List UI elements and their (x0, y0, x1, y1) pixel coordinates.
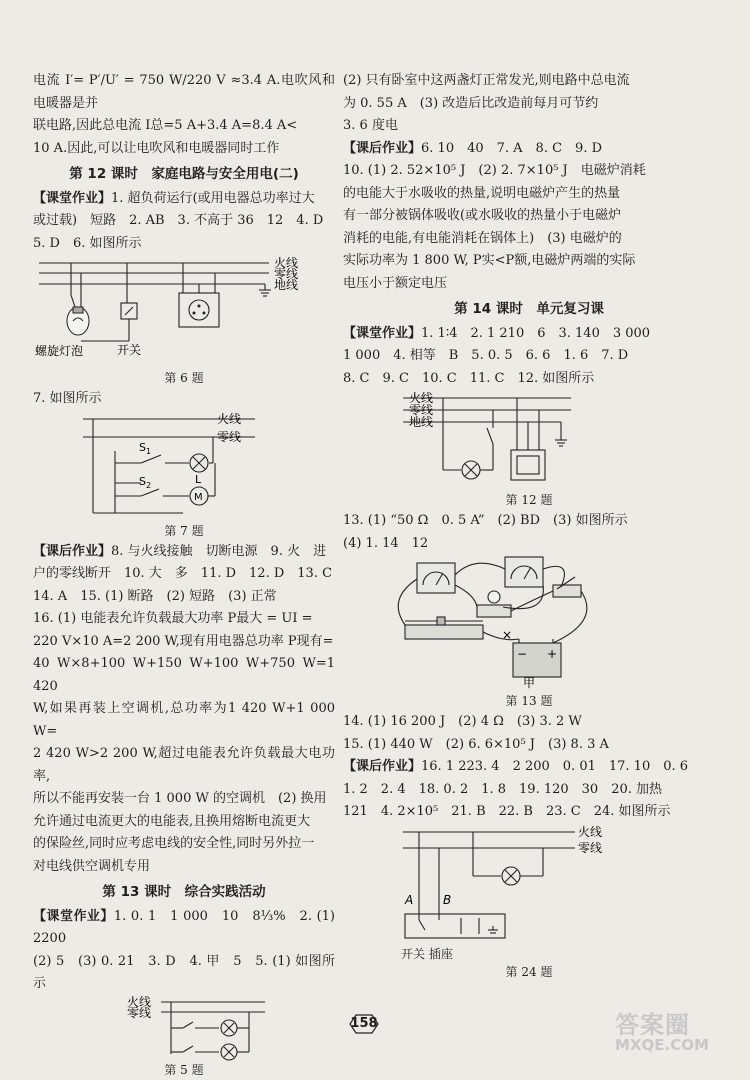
answer-line: 允许通过电流更大的电能表,且换用熔断电流更大 (33, 813, 311, 829)
left-column (33, 70, 335, 1080)
lesson-heading-13: 第 13 课时 综合实践活动 (102, 884, 266, 900)
answer-line: 8. C 9. C 10. C 11. C 12. 如图所示 (343, 370, 595, 386)
ground-wire-label: 地线 (274, 278, 299, 292)
answer-line: 的保险丝,同时应考虑电线的安全性,同时另外拉一 (33, 836, 315, 851)
answer-line: 13. (1) “50 Ω 0. 5 A” (2) BD (3) 如图所示 (343, 513, 628, 528)
figure-caption: 第 7 题 (164, 523, 204, 538)
voltmeter-icon (505, 557, 543, 587)
cross-mark: × (502, 628, 513, 642)
ammeter-icon (417, 563, 455, 593)
figure-12-circuit (343, 390, 715, 492)
figure-13-apparatus (343, 555, 715, 693)
point-a-label: A (405, 892, 414, 907)
motor-label: M (194, 491, 203, 503)
lamp-label: L (195, 472, 202, 486)
right-column (343, 70, 715, 982)
figure-caption (343, 946, 715, 962)
answer-line: 对电线供空调机专用 (33, 858, 151, 874)
answer-line: 的电能大于水吸收的热量,说明电磁炉产生的热量 (343, 185, 621, 201)
answer-line: 7. 如图所示 (33, 391, 102, 406)
homework-label: 【课后作业】 (343, 759, 422, 774)
answer-line: 【课堂作业】1. 超负荷运行(或用电器总功率过大 (33, 190, 315, 206)
lesson-heading-14: 第 14 课时 单元复习课 (454, 301, 604, 317)
answer-line: 【课后作业】6. 10 40 7. A 8. C 9. D (343, 140, 603, 156)
figure-5-circuit (33, 996, 335, 1062)
answer-line: 实际功率为 1 800 W, P实<P额,电磁炉两端的实际 (343, 253, 636, 268)
live-wire-label: 火线 (217, 411, 242, 426)
answer-line: 3. 6 度电 (343, 118, 398, 133)
figure-7-circuit (33, 411, 335, 523)
answer-line: 为 0. 55 A (3) 改造后比改造前每月可节约 (343, 95, 599, 111)
minus-sign: − (517, 647, 528, 661)
figure-caption: 第 13 题 (505, 694, 553, 708)
answer-line: W,如果再装上空调机,总功率为1 420 W+1 000 W= (33, 701, 335, 739)
answer-line: 消耗的电能,有电能消耗在锅体上) (3) 电磁炉的 (343, 230, 622, 246)
answer-line: 10. (1) 2. 52×10⁵ J (2) 2. 7×10⁵ J 电磁炉消耗 (343, 163, 646, 178)
answer-line: 14. A 15. (1) 断路 (2) 短路 (3) 正常 (33, 588, 277, 604)
answer-line: 40 W×8+100 W+150 W+100 W+750 W=1 420 (33, 656, 335, 694)
answer-line: 所以不能再安装一台 1 000 W 的空调机 (2) 换用 (33, 791, 327, 806)
neutral-wire-label: 零线 (578, 840, 603, 855)
point-b-label: B (443, 892, 452, 907)
live-wire-label: 火线 (127, 995, 152, 1009)
switch-label: 开关 (117, 343, 142, 357)
answer-line: 15. (1) 440 W (2) 6. 6×10⁵ J (3) 8. 3 A (343, 736, 609, 752)
switch-icon (553, 577, 581, 597)
bulb-icon (67, 307, 89, 335)
figure-6-circuit (33, 255, 335, 370)
answer-line: 电压小于额定电压 (343, 275, 448, 291)
bulb-label: 螺旋灯泡 (35, 344, 84, 358)
answer-line: 16. (1) 电能表允许负载最大功率 P最大 = UI = (33, 611, 313, 626)
answer-line: 联电路,因此总电流 I总=5 A+3.4 A=8.4 A< (33, 118, 298, 133)
homework-label: 【课后作业】 (33, 543, 112, 559)
neutral-wire-label: 零线 (409, 403, 434, 417)
neutral-wire-label: 零线 (217, 429, 242, 444)
page-number: 158 (350, 1016, 378, 1031)
live-wire-label: 火线 (578, 824, 603, 839)
answer-line: 【课后作业】16. 1 223. 4 2 200 0. 01 17. 10 0. 6 (343, 759, 689, 774)
ground-wire-label: 地线 (409, 415, 434, 429)
answer-line: 14. (1) 16 200 J (2) 4 Ω (3) 3. 2 W (343, 714, 582, 729)
figure-caption: 第 24 题 (505, 964, 553, 979)
classwork-label: 【课堂作业】 (33, 190, 112, 206)
answer-line: 【课后作业】8. 与火线接触 切断电源 9. 火 进 (33, 543, 327, 559)
answer-line: 1. 2 2. 4 18. 0. 2 1. 8 19. 120 30 20. 加热 (343, 781, 663, 797)
answer-line: 1 000 4. 相等 B 5. 0. 5 6. 6 1. 6 7. D (343, 348, 629, 363)
live-wire-label: 火线 (409, 391, 434, 405)
neutral-wire-label: 零线 (274, 267, 299, 281)
switch-s1-label: $S_1$ (139, 440, 152, 456)
answer-line: 或过载) 短路 2. AB 3. 不高于 36 12 4. D (33, 213, 324, 228)
bulb-icon (477, 591, 511, 617)
answer-line: 5. D 6. 如图所示 (33, 235, 142, 251)
figure-label: 甲 (523, 676, 536, 690)
answer-line: 【课堂作业】1. 1∶4 2. 1 210 6 3. 140 3 000 (343, 325, 651, 341)
answer-line: 【课堂作业】1. 0. 1 1 000 10 8⅓% 2. (1) 2200 (33, 908, 335, 946)
answer-line: (4) 1. 14 12 (343, 535, 429, 551)
figure-caption: 第 5 题 (164, 1062, 204, 1077)
answer-line: 电流 I′= P′/U′ = 750 W/220 V ≈3.4 A.电吹风和电暖器是并 (33, 73, 335, 111)
answer-line: 2 420 W>2 200 W,超过电能表允许负载最大电功率, (33, 746, 335, 784)
answer-line: 户的零线断开 10. 大 多 11. D 12. D 13. C (33, 566, 333, 581)
neutral-wire-label: 零线 (127, 1005, 152, 1020)
lesson-heading-12: 第 12 课时 家庭电路与安全用电(二) (69, 166, 299, 182)
classwork-label: 【课堂作业】 (343, 325, 422, 341)
figure-caption: 第 12 题 (505, 493, 553, 507)
socket-label: 插座 (428, 946, 453, 961)
homework-label: 【课后作业】 (343, 140, 422, 156)
answer-line: 有一部分被锅体吸收(或水吸收的热量小于电磁炉 (343, 208, 622, 223)
watermark: 答案圈 MXQE.COM (615, 1011, 709, 1054)
answer-line: (2) 5 (3) 0. 21 3. D 4. 甲 5 5. (1) 如图所示 (33, 953, 335, 991)
page-number-badge (348, 1013, 380, 1035)
answer-line: (2) 只有卧室中这两盏灯正常发光,则电路中总电流 (343, 73, 630, 88)
answer-line: 121 4. 2×10⁵ 21. B 22. B 23. C 24. 如图所示 (343, 804, 671, 819)
figure-24-circuit (343, 824, 715, 946)
figure-caption: 第 6 题 (164, 371, 204, 385)
live-wire-label: 火线 (274, 256, 299, 270)
plus-sign: + (547, 647, 558, 661)
classwork-label: 【课堂作业】 (33, 908, 114, 924)
rheostat-icon (405, 617, 483, 639)
switch-s2-label: $S_2$ (139, 474, 152, 490)
answer-line: 220 V×10 A=2 200 W,现有用电器总功率 P现有= (33, 633, 334, 649)
switch-label: 开关 (401, 946, 426, 961)
answer-line: 10 A.因此,可以让电吹风和电暖器同时工作 (33, 140, 280, 156)
